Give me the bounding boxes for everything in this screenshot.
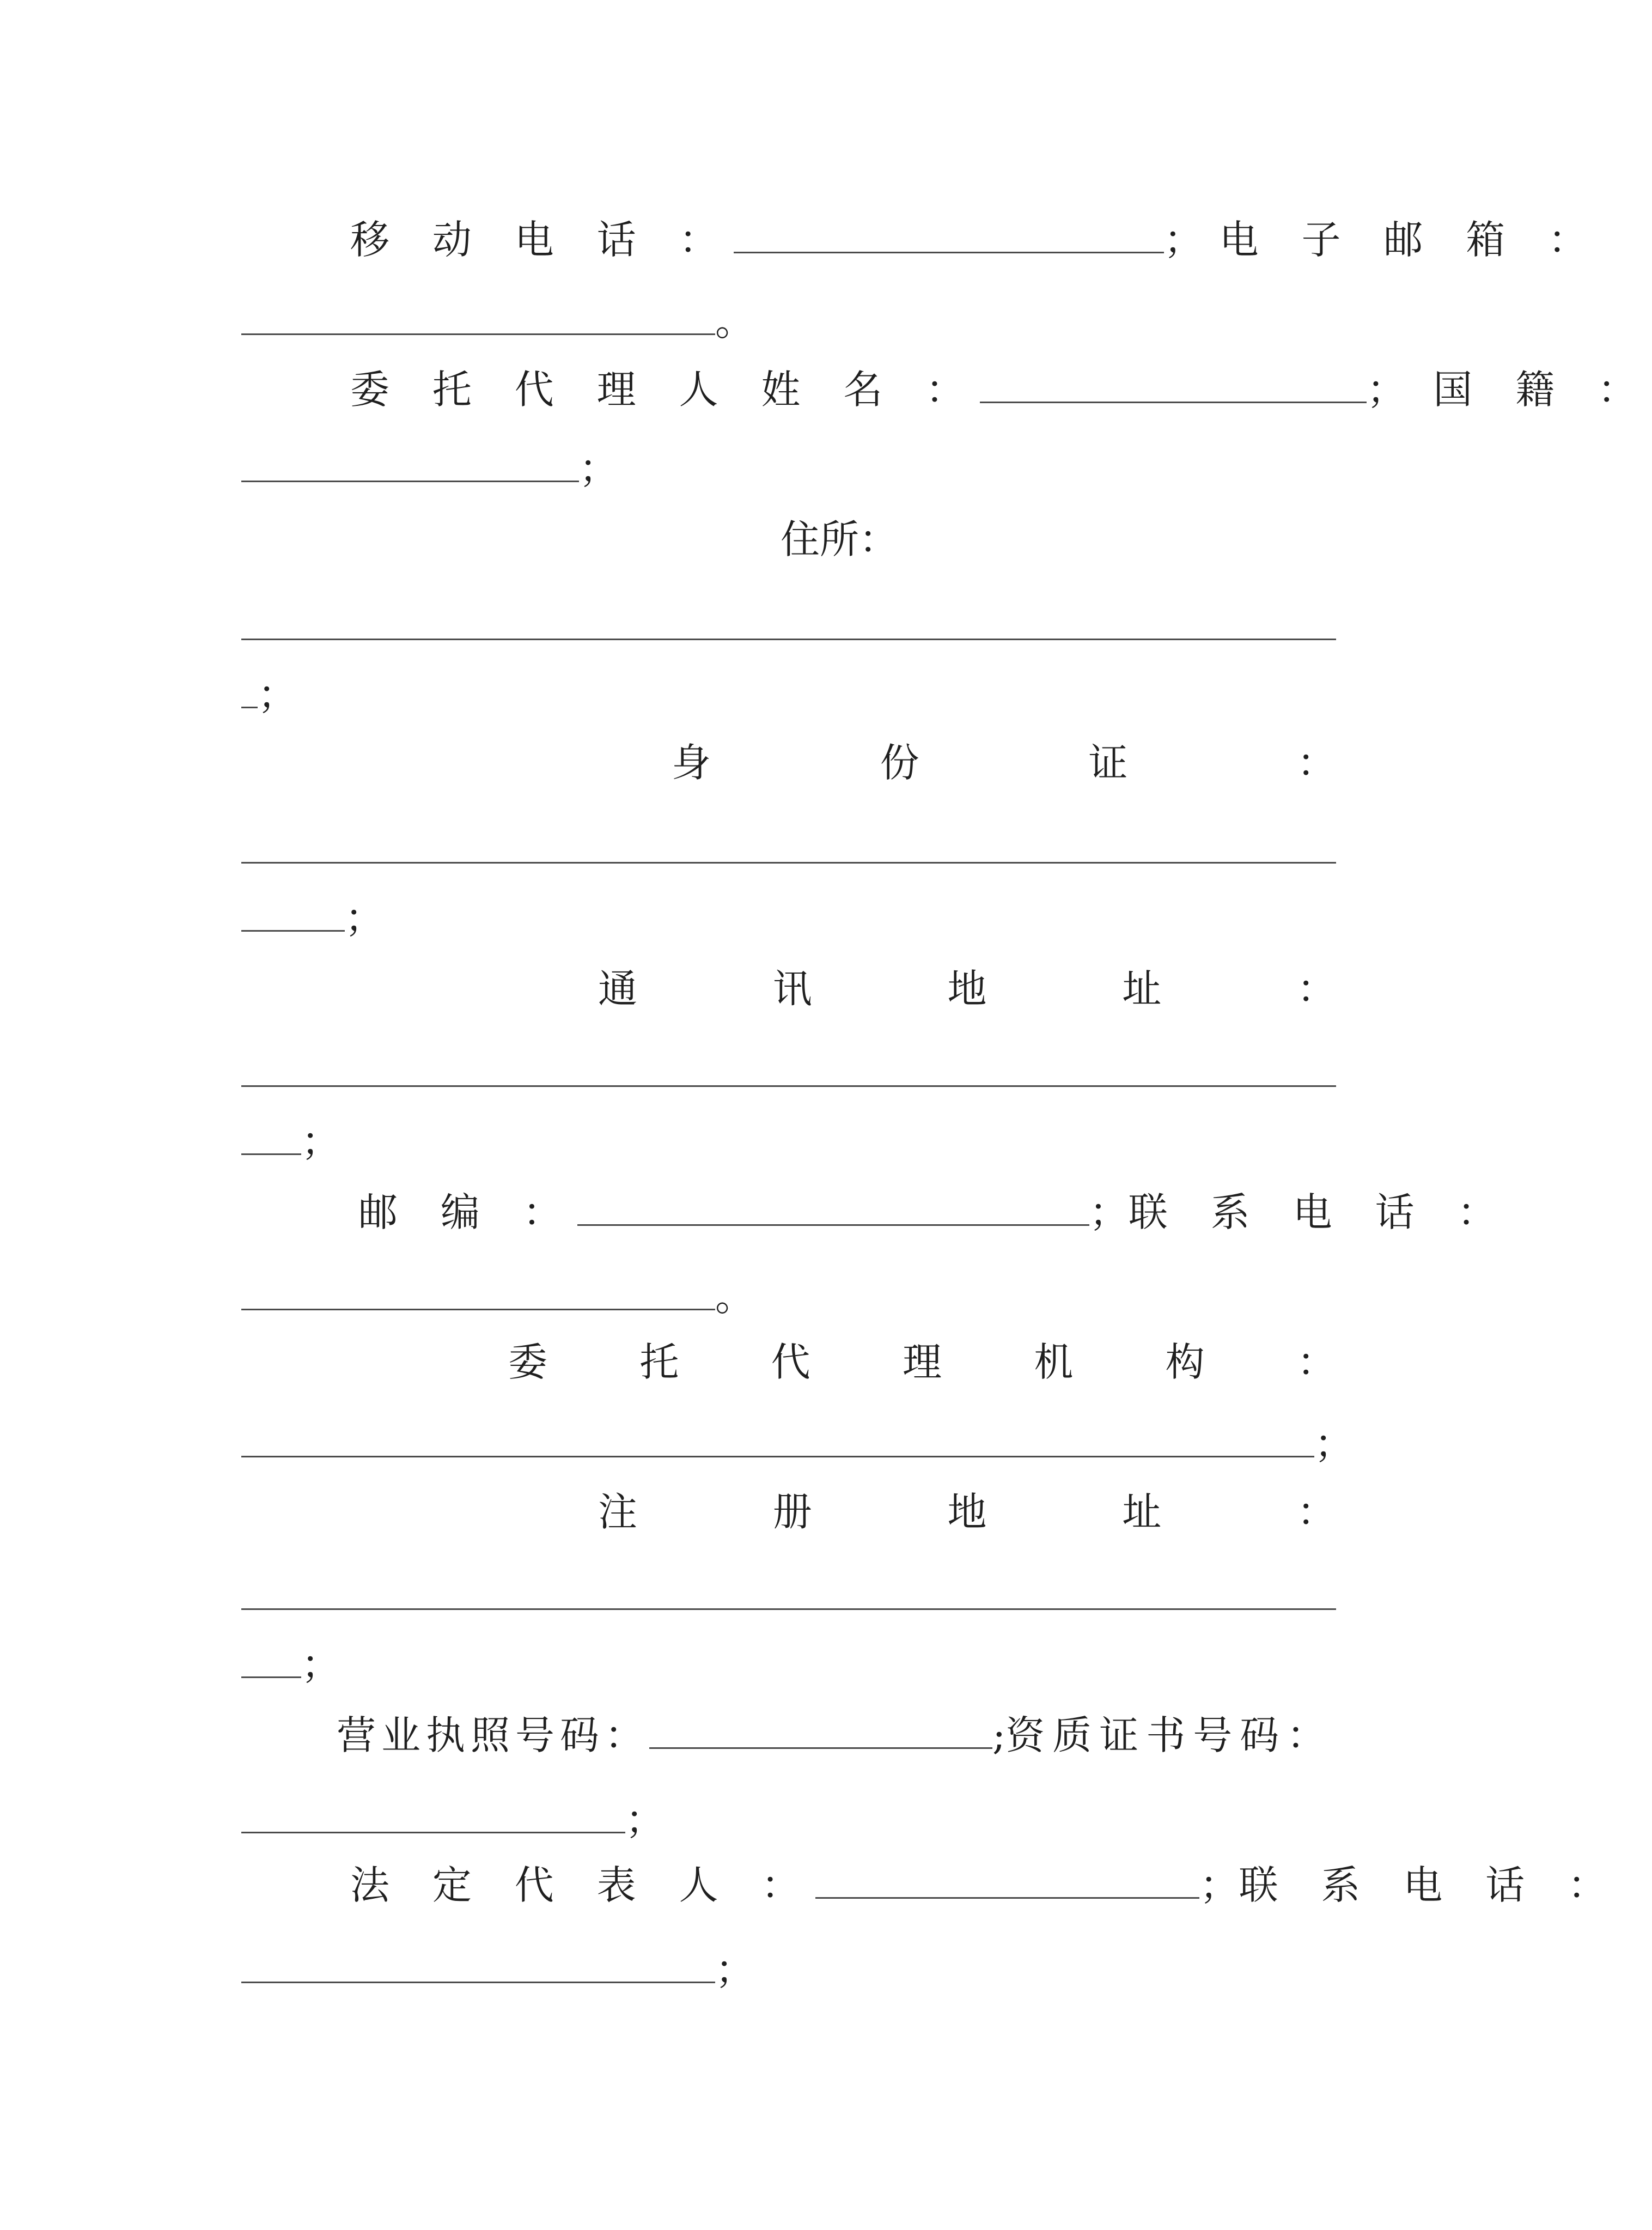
nationality-label: 国 籍 ： (1433, 367, 1652, 412)
qualification-field[interactable] (241, 1798, 625, 1833)
semicolon: ; (992, 1712, 1006, 1758)
registered-address-field-end (241, 1632, 1336, 1697)
contact-phone-2-row-continued (241, 1937, 1336, 2002)
agency-char: 代 (771, 1339, 810, 1385)
semicolon: ； (345, 895, 385, 941)
id-card-char: 身 (672, 740, 711, 786)
contact-phone-label: 联 系 电 话 ： (1128, 1189, 1512, 1235)
semicolon: ； (625, 1797, 665, 1843)
agency-char: 机 (1034, 1339, 1074, 1385)
agency-field[interactable] (241, 1422, 1314, 1457)
semicolon: ； (301, 1642, 341, 1687)
mobile-phone-field[interactable] (734, 218, 1164, 253)
agency-char: 托 (639, 1339, 679, 1385)
email-label: 电 子 邮 箱 ： (1219, 217, 1603, 263)
mail-address-char: 址 (1122, 966, 1162, 1012)
semicolon: ； (1199, 1862, 1239, 1908)
registered-address-char: 地 (947, 1489, 987, 1535)
residence-label-row (241, 507, 899, 572)
agency-colon: ： (1296, 1339, 1336, 1385)
agent-name-field[interactable] (980, 368, 1367, 403)
registered-address-field-tail[interactable] (241, 1643, 301, 1678)
semicolon: ； (301, 1119, 341, 1164)
agency-field-row (241, 1411, 1354, 1476)
residence-colon: ： (859, 517, 899, 562)
postcode-label: 邮 编 ： (358, 1189, 577, 1235)
qualification-label: 资质证书号码： (1005, 1712, 1334, 1758)
id-card-field-tail[interactable] (241, 896, 345, 932)
contact-phone-field[interactable] (241, 1275, 715, 1310)
registered-address-char: 册 (772, 1489, 812, 1535)
legal-rep-field[interactable] (815, 1863, 1199, 1899)
mail-address-field[interactable] (241, 1052, 1336, 1087)
registered-address-label-row (241, 1479, 1336, 1545)
id-card-char: 份 (880, 740, 919, 786)
agency-char: 理 (902, 1339, 942, 1385)
semicolon: ； (1314, 1421, 1354, 1467)
legal-rep-label: 法 定 代 表 人 ： (350, 1862, 816, 1908)
agent-name-row (241, 357, 1652, 422)
mail-address-field-row (241, 1041, 1336, 1106)
contact-phone-label-2: 联 系 电 话 ： (1239, 1862, 1623, 1908)
business-license-row (241, 1703, 1336, 1768)
contact-phone-row-continued (241, 1264, 1336, 1329)
email-row-continued (241, 289, 1336, 354)
id-card-field-end (241, 885, 1336, 951)
mail-address-field-end (241, 1109, 1336, 1174)
email-field[interactable] (241, 300, 715, 335)
postcode-row (241, 1180, 1512, 1245)
period: 。 (715, 299, 755, 344)
mail-address-label-row (241, 956, 1336, 1022)
mail-address-char: 地 (947, 966, 987, 1012)
registered-address-char: 注 (598, 1489, 638, 1535)
residence-field-tail[interactable] (241, 673, 258, 708)
nationality-field[interactable] (241, 447, 579, 482)
mail-address-colon: ： (1296, 966, 1336, 1012)
residence-field-end (241, 662, 1336, 727)
semicolon: ； (258, 672, 297, 718)
semicolon: ； (1089, 1189, 1129, 1235)
nationality-row-continued (241, 436, 1336, 501)
semicolon: ； (579, 446, 619, 491)
business-license-label: 营业执照号码： (337, 1712, 650, 1758)
mobile-phone-row (241, 207, 1603, 272)
agency-label-row (241, 1329, 1336, 1395)
business-license-field[interactable] (649, 1713, 992, 1749)
legal-rep-row (241, 1852, 1623, 1918)
residence-field[interactable] (241, 605, 1336, 640)
semicolon: ； (715, 1947, 755, 1992)
id-card-field-row (241, 817, 1336, 883)
contact-phone-field-2[interactable] (241, 1948, 715, 1983)
id-card-label-row (241, 730, 1336, 795)
id-card-field[interactable] (241, 828, 1336, 864)
semicolon: ； (1163, 217, 1203, 263)
id-card-colon: ： (1296, 740, 1336, 786)
registered-address-char: 址 (1122, 1489, 1162, 1535)
agency-char: 委 (508, 1339, 548, 1385)
registered-address-colon: ： (1296, 1489, 1336, 1535)
id-card-char: 证 (1088, 740, 1128, 786)
mail-address-char: 讯 (772, 966, 812, 1012)
agent-name-label: 委 托 代 理 人 姓 名 ： (350, 367, 980, 412)
residence-field-row (241, 594, 1336, 659)
mail-address-char: 通 (598, 966, 638, 1012)
residence-char: 所 (820, 517, 859, 562)
registered-address-field[interactable] (241, 1575, 1336, 1610)
qualification-row-continued (241, 1787, 1336, 1852)
mobile-phone-label: 移 动 电 话 ： (350, 217, 734, 263)
residence-char: 住 (781, 517, 820, 562)
postcode-field[interactable] (577, 1190, 1089, 1226)
mail-address-field-tail[interactable] (241, 1120, 301, 1155)
registered-address-field-row (241, 1564, 1336, 1629)
period: 。 (715, 1274, 755, 1320)
agency-char: 构 (1165, 1339, 1205, 1385)
semicolon: ； (1367, 367, 1406, 412)
